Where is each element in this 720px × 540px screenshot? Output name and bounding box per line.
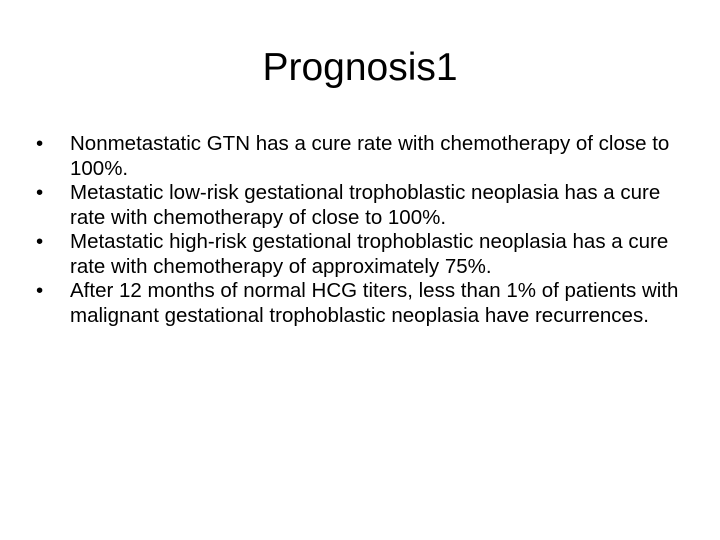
bullet-icon: •	[36, 181, 44, 204]
bullet-item-cure-rate-high-risk	[36, 230, 696, 279]
bullet-icon: •	[36, 230, 44, 253]
bullet-list	[36, 132, 696, 328]
slide-title: Prognosis1	[262, 46, 458, 89]
bullet-item-cure-rate-nonmetastatic	[36, 132, 696, 181]
bullet-text: After 12 months of normal HCG titers, less than 1% of patients with malignant gestational trophoblastic neoplasia have recurrences.	[70, 279, 679, 327]
bullet-text: Metastatic high-risk gestational trophoblastic neoplasia has a cure rate with chemotherapy of approximately 75%.	[70, 230, 669, 278]
bullet-text: Nonmetastatic GTN has a cure rate with chemotherapy of close to 100%.	[70, 132, 670, 180]
bullet-icon: •	[36, 132, 44, 155]
bullet-text: Metastatic low-risk gestational trophoblastic neoplasia has a cure rate with chemotherapy of close to 100%.	[70, 181, 661, 229]
bullet-item-cure-rate-low-risk	[36, 181, 696, 230]
bullet-item-recurrence	[36, 279, 696, 328]
bullet-icon: •	[36, 279, 44, 302]
